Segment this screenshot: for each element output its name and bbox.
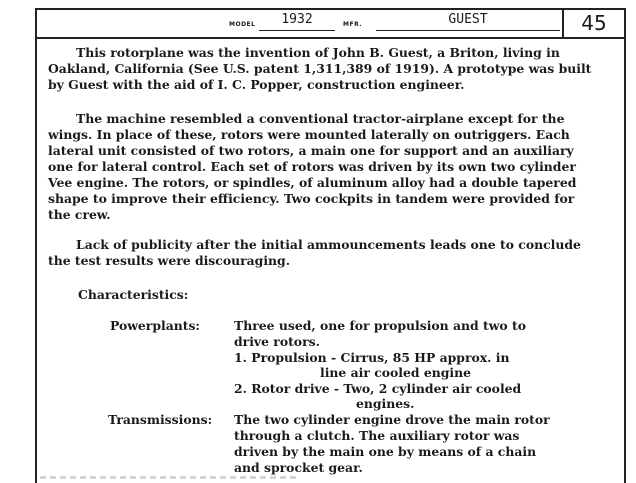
powerplants-line-2: drive rotors. [234, 334, 320, 349]
p2-line-1: The machine resembled a conventional tractor-airplane except for the [76, 111, 565, 126]
p2-line-7: the crew. [48, 207, 111, 222]
powerplants-line-1: Three used, one for propulsion and two to [234, 318, 526, 333]
p2-line-5: Vee engine. The rotors, or spindles, of aluminum alloy had a double tapered [48, 175, 577, 190]
powerplants-line-6: engines. [356, 396, 415, 411]
p3-line-2: the test results were discouraging. [48, 253, 291, 268]
model-underline [259, 30, 335, 31]
mfr-underline [376, 30, 560, 31]
p2-line-2: wings. In place of these, rotors were mounted laterally on outriggers. Each [48, 127, 570, 142]
transmissions-line-1: The two cylinder engine drove the main rotor [234, 412, 550, 427]
transmissions-label: Transmissions: [108, 412, 213, 427]
powerplants-label: Powerplants: [110, 318, 201, 333]
powerplants-line-5: 2. Rotor drive - Two, 2 cylinder air cooled [234, 381, 522, 396]
p2-line-6: shape to improve their efficiency. Two cockpits in tandem were provided for [48, 191, 575, 206]
mfr-value: GUEST [448, 12, 488, 27]
p3-line-1: Lack of publicity after the initial ammouncements leads one to conclude [76, 237, 581, 252]
p1-line-1: This rotorplane was the invention of John B. Guest, a Briton, living in [76, 45, 560, 60]
p1-line-3: by Guest with the aid of I. C. Popper, construction engineer. [48, 77, 465, 92]
mfr-label: MFR. [343, 21, 363, 28]
scan-artifact [40, 476, 300, 479]
p2-line-4: one for lateral control. Each set of rotors was driven by its own two cylinder [48, 159, 576, 174]
transmissions-line-4: and sprocket gear. [234, 460, 363, 475]
powerplants-line-4: line air cooled engine [320, 365, 471, 380]
model-value: 1932 [281, 12, 313, 27]
model-label: MODEL [229, 21, 256, 28]
page-number: 45 [562, 10, 624, 37]
powerplants-line-3: 1. Propulsion - Cirrus, 85 HP approx. in [234, 350, 510, 365]
p2-line-3: lateral unit consisted of two rotors, a main one for support and an auxiliary [48, 143, 574, 158]
p1-line-2: Oakland, California (See U.S. patent 1,311,389 of 1919). A prototype was built [48, 61, 592, 76]
card-header [37, 10, 624, 39]
characteristics-heading: Characteristics: [78, 287, 189, 302]
transmissions-line-3: driven by the main one by means of a chain [234, 444, 537, 459]
transmissions-line-2: through a clutch. The auxiliary rotor was [234, 428, 520, 443]
